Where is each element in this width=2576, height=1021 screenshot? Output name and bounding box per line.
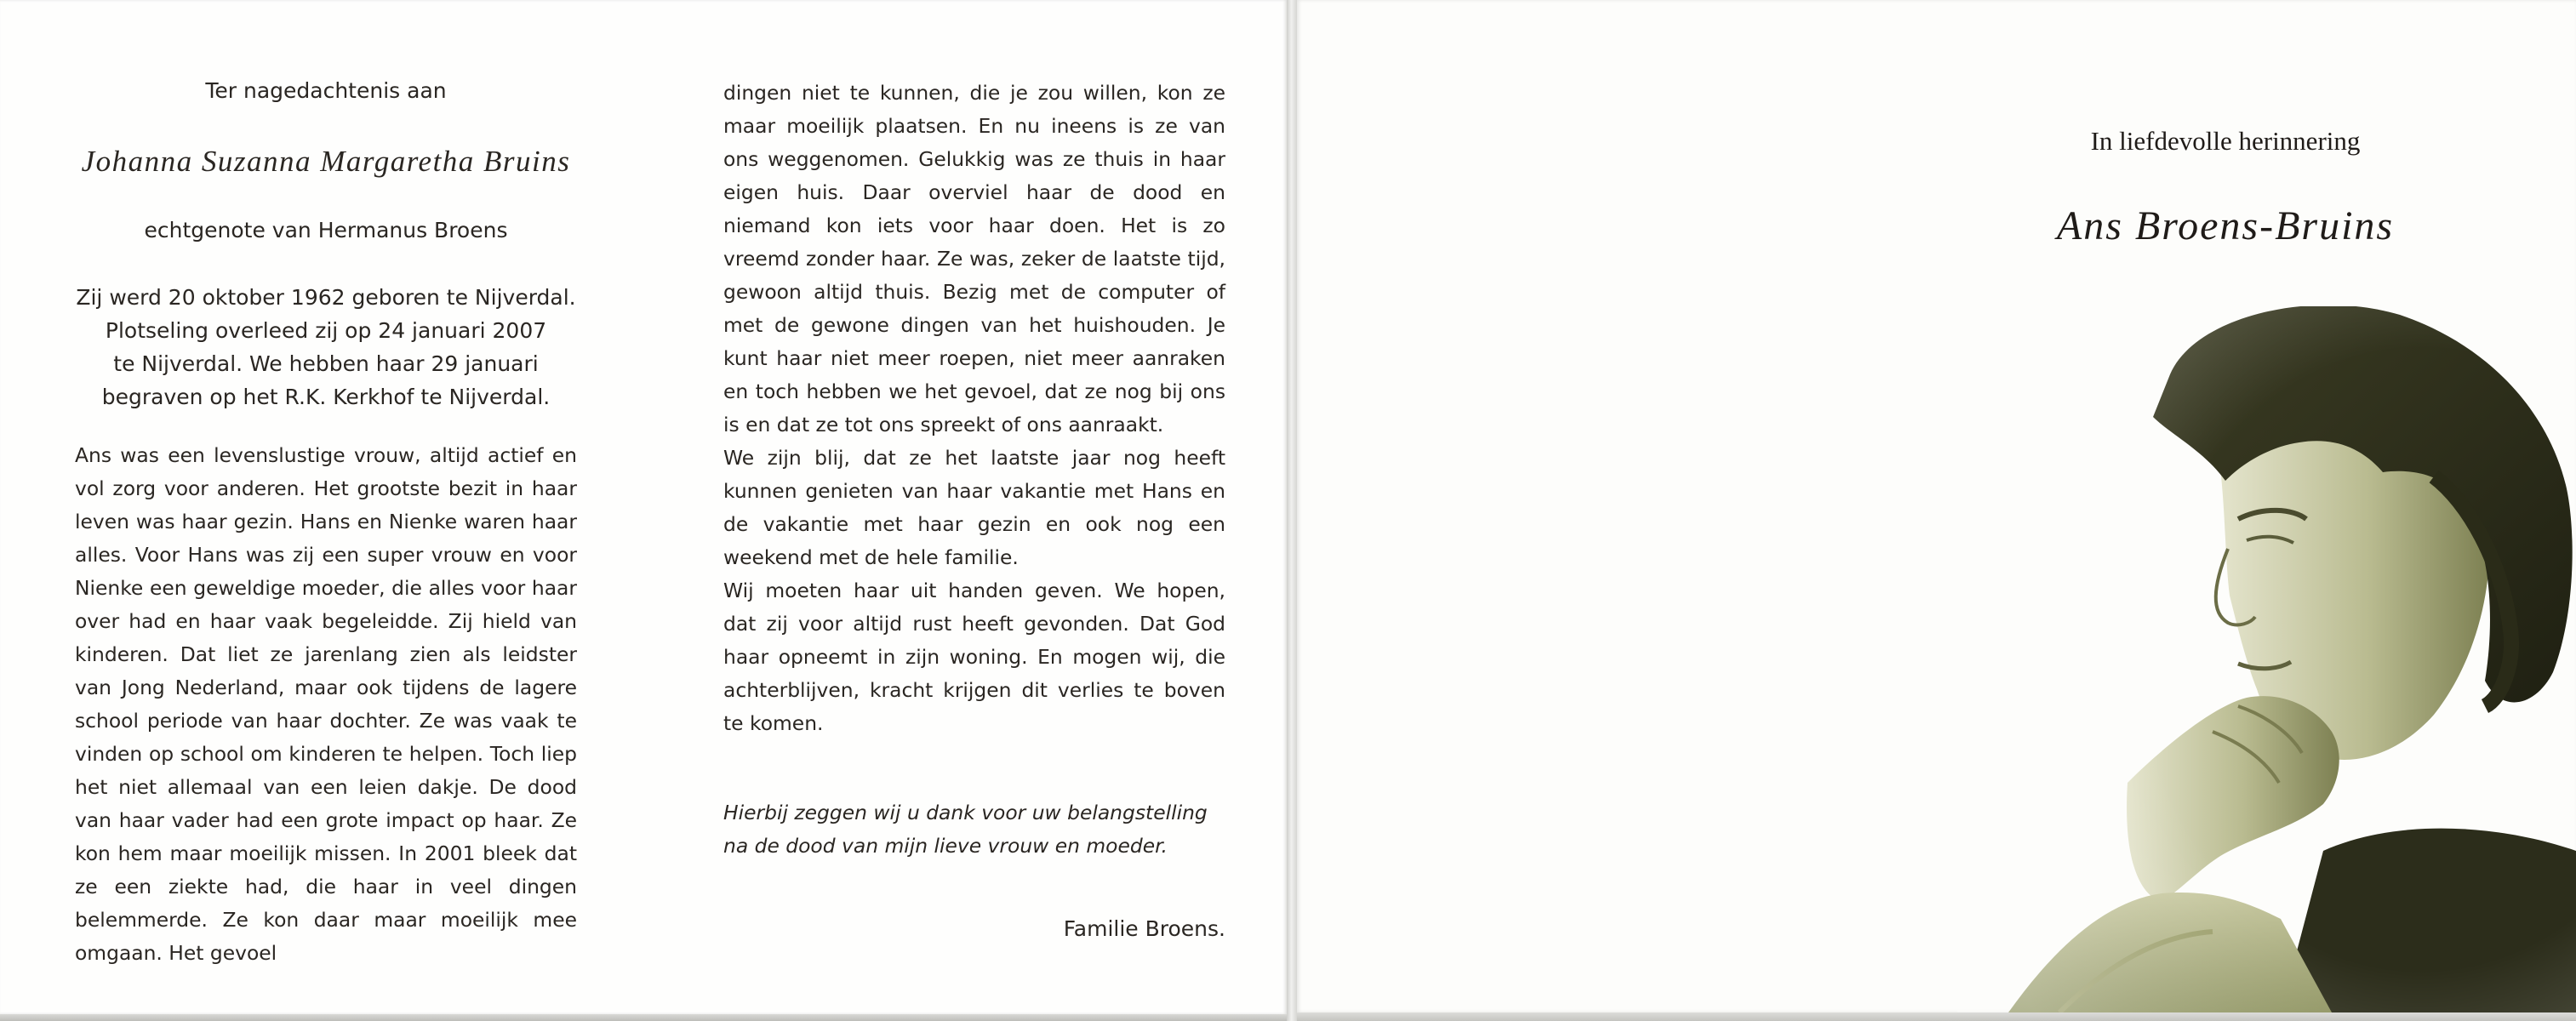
story-paragraph: dingen niet te kunnen, die je zou willen, kon ze maar moeilijk plaatsen. En nu ineens is ze van ons weggenomen. Gelukkig was ze thuis in haar eigen huis. Daar overviel haar de dood en niemand kon iets voor haar doen. Het is zo vreemd zonder haar. Ze was, zeker de laatste tijd, gewoon altijd thuis. Bezig met de computer of met de gewone dingen van het huishouden. Je kunt haar niet meer roepen, niet meer aanraken en toch hebben we het gevoel, dat ze nog bij ons is en dat ze tot ons spreekt of ons aanraakt. [723,81,1225,436]
deceased-full-name: Johanna Suzanna Margaretha Bruins [81,145,571,178]
life-fact-line: Zij werd 20 oktober 1962 geboren te Nijverdal. [76,285,576,310]
cover-heading: In liefdevolle herinnering [2090,126,2361,156]
spouse-line: echtgenote van Hermanus Broens [144,218,508,242]
life-fact-line: te Nijverdal. We hebben haar 29 januari [113,351,539,376]
family-signoff: Familie Broens. [1063,916,1225,941]
middle-column [723,77,1225,945]
portrait-photo-icon [1957,306,2576,1012]
story-paragraph: We zijn blij, dat ze het laatste jaar nog heeft kunnen genieten van haar vakantie met Hans en de vakantie met haar gezin en ook nog een weekend met de hele familie. [723,446,1225,569]
life-story-continued [723,77,1225,740]
life-facts [75,281,577,414]
memory-heading: Ter nagedachtenis aan [205,78,447,103]
card-fold [1287,0,1297,1021]
story-paragraph: Wij moeten haar uit handen geven. We hopen, dat zij voor altijd rust heeft gevonden. Dat God haar opneemt in zijn woning. En mogen wij, die achterblijven, kracht krijgen dit verlies te boven te komen. [723,579,1225,735]
left-column [75,68,577,970]
thank-you-line: Hierbij zeggen wij u dank voor uw belangstelling [723,801,1208,824]
thank-you-line: na de dood van mijn lieve vrouw en moeder. [723,834,1168,858]
life-fact-line: begraven op het R.K. Kerkhof te Nijverdal. [101,385,551,409]
life-fact-line: Plotseling overleed zij op 24 januari 2007 [105,318,547,343]
paper-edge [0,1014,1287,1021]
paper-edge [1297,1012,2576,1021]
thank-you-note [723,796,1225,863]
cover-name: Ans Broens-Bruins [2056,203,2395,248]
inner-spread-page [0,0,1287,1014]
life-story-paragraph: Ans was een levenslustige vrouw, altijd actief en vol zorg voor anderen. Het grootste bezit in haar leven was haar gezin. Hans en Nienke waren haar alles. Voor Hans was zij een super vrouw en voor Nienke een geweldige moeder, die alles voor haar over had en haar vaak begeleidde. Zij hield van kinderen. Dat liet ze jarenlang zien als leidster van Jong Nederland, maar ook tijdens de lagere school periode van haar dochter. Ze was vaak te vinden op school om kinderen te helpen. Toch liep het niet allemaal van een leien dakje. De dood van haar vader had een grote impact op haar. Ze kon hem maar moeilijk missen. In 2001 bleek dat ze een ziekte had, die haar in veel dingen belemmerde. Ze kon daar maar moeilijk mee omgaan. Het gevoel [75,443,577,965]
